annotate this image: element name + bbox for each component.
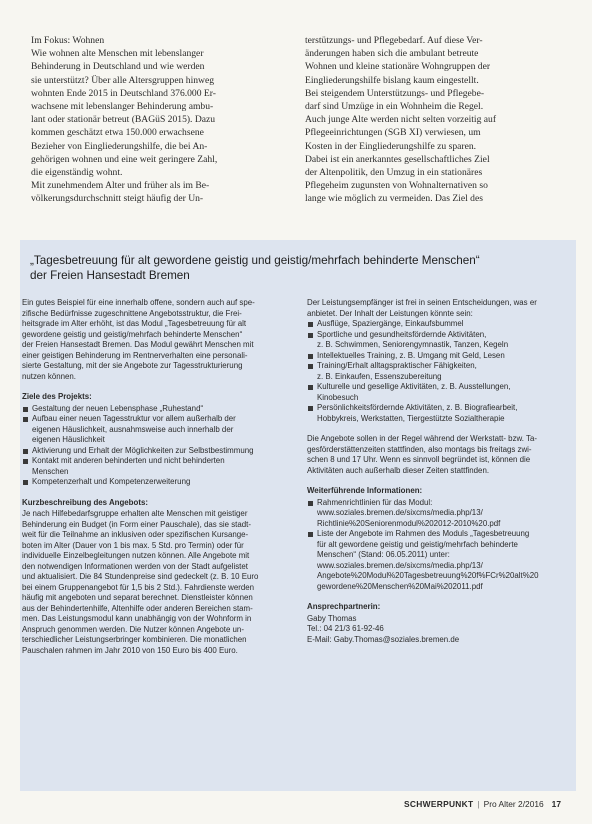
article-line: Dabei ist ein anerkanntes gesellschaftliches Ziel: [305, 153, 490, 165]
intro-paragraph: [22, 298, 284, 382]
text-line: Behinderung ein Budget (in Form einer Pauschale), das sie stadt-: [22, 519, 251, 529]
text-line: aus der Behindertenhilfe, Altenhilfe oder anderen Bereichen stam-: [22, 603, 253, 613]
box-title-line: der Freien Hansestadt Bremen: [30, 268, 190, 282]
description-section: [22, 498, 284, 657]
text-line: individuelle Einzelbegleitungen nutzen können. Alle Angebote mit: [22, 551, 250, 560]
goals-heading: Ziele des Projekts:: [22, 392, 92, 401]
article-line: Eingliederungshilfe bislang kaum eingestellt.: [305, 74, 479, 86]
article-line: Mit zunehmendem Alter und früher als im Be-: [31, 180, 210, 192]
article-line: wachsene mit lebenslanger Behinderung ambu-: [31, 101, 214, 113]
article-line: die eigenständig wohnt.: [31, 167, 123, 179]
article-line: änderungen haben sich die ambulant betreute: [305, 48, 479, 60]
list-item: Kompetenzerhalt und Kompetenzerweiterung: [22, 477, 284, 488]
list-item-continuation: eigenen Häuslichkeit, ausnahmsweise auch innerhalb der: [32, 424, 234, 434]
article-line: der Altenpolitik, den Umzug in ein stationäres: [305, 167, 483, 179]
article-line: Bei steigendem Unterstützungs- und Pflegebe-: [305, 87, 485, 99]
further-info-heading: Weiterführende Informationen:: [307, 486, 423, 495]
list-item-continuation: eigenen Häuslichkeit: [32, 435, 105, 444]
contact-details: [307, 614, 569, 646]
article-column-left: [31, 34, 279, 206]
box-column-left: [22, 298, 284, 666]
article-line: gehörigen wohnen und eine weit geringere Zahl,: [31, 153, 218, 165]
schedule-paragraph: [307, 434, 569, 476]
article-line: Pflegeeinrichtungen (SGB XI) verwiesen, um: [305, 127, 481, 139]
article-line: Wie wohnen alte Menschen mit lebenslanger: [31, 48, 204, 60]
text-line: Ein gutes Beispiel für eine innerhalb offene, sondern auch auf spe-: [22, 298, 255, 307]
text-line: gesförderstättenzeiten stattfinden, also montags bis freitags zwi-: [307, 444, 532, 454]
text-line: boten im Alter (Dauer von 1 bis max. 5 Std. pro Termin) oder für: [22, 540, 244, 550]
article-line: lant oder stationär betreut (BAGüS 2015). Dazu: [31, 114, 216, 126]
article-line: terstützungs- und Pflegebedarf. Auf diese Ver-: [305, 35, 483, 46]
text-line: Anspruch genommen werden. Die Nutzer können Angebote un-: [22, 624, 244, 634]
text-line: anbietet. Der Inhalt der Leistungen könnte sein:: [307, 308, 473, 318]
text-line: E-Mail: Gaby.Thomas@soziales.bremen.de: [307, 634, 460, 644]
list-item-continuation: für alt gewordene geistig und geistig/mehrfach behinderte: [317, 539, 518, 549]
list-item: Liste der Angebote im Rahmen des Moduls „Tagesbetreuung: [307, 529, 569, 540]
list-item: Kontakt mit anderen behinderten und nicht behinderten: [22, 456, 284, 467]
text-line: den notwendigen Informationen werden von der Stadt aufgelistet: [22, 561, 248, 571]
list-item: Sportliche und gesundheitsfördernde Aktivitäten,: [307, 330, 569, 341]
box-column-right: [307, 298, 569, 655]
text-line: bei einem Gruppenangebot für 1,5 bis 2 Std.). Fahrdienste werden: [22, 582, 255, 592]
list-item-continuation: Kinobesuch: [317, 392, 359, 402]
text-line: Gaby Thomas: [307, 613, 357, 623]
box-title: [30, 254, 560, 283]
article-line: Bezieher von Eingliederungshilfe, die bei An-: [31, 140, 208, 152]
further-info-list: [307, 498, 569, 593]
list-item-continuation: Hobbykreis, Werkstatten, Tiergestützte Sozialtherapie: [317, 413, 505, 423]
article-line: Im Fokus: Wohnen: [31, 35, 105, 46]
text-line: häufig mit angeboten und separat berechnet. Dienstleister können: [22, 593, 253, 602]
article-line: Behinderung in Deutschland und wie werden: [31, 61, 205, 73]
text-line: einer geistigen Behinderung im Rentnerverhalten eine personali-: [22, 350, 248, 360]
goals-list: [22, 404, 284, 488]
list-item-continuation: Menschen“ (Stand: 06.05.2011) unter:: [317, 550, 450, 559]
text-line: heitsgrade im Alter erhöht, ist das Modul „Tagesbetreuung für alt: [22, 319, 247, 328]
list-item: Aktivierung und Erhalt der Möglichkeiten zur Selbstbestimmung: [22, 446, 284, 457]
list-item: Kulturelle und gesellige Aktivitäten, z. B. Ausstellungen,: [307, 382, 569, 393]
text-line: zifische Bedürfnisse zugeschnittene Angebotsstruktur, die Frei-: [22, 308, 242, 318]
text-line: der Freien Hansestadt Bremen. Das Modul gewährt Menschen mit: [22, 340, 254, 349]
article-line: kommen geschätzt etwa 150.000 erwachsene: [31, 127, 204, 139]
article-line: wohnten Ende 2015 in Deutschland 376.000 Er-: [31, 87, 216, 99]
magazine-issue: Pro Alter 2/2016: [483, 799, 544, 809]
text-line: Der Leistungsempfänger ist frei in seinen Entscheidungen, was er: [307, 298, 537, 307]
list-item-continuation: z. B. Einkaufen, Essenszubereitung: [317, 371, 442, 381]
list-item-continuation: Richtlinie%20Seniorenmodul%202012-2010%20.pdf: [317, 518, 501, 528]
text-line: Je nach Hilfebedarfsgruppe erhalten alte Menschen mit geistiger: [22, 509, 248, 518]
further-info-section: [307, 486, 569, 592]
text-line: weit für die Teilnahme an inklusiven oder spezifischen Kursange-: [22, 530, 249, 539]
list-item-continuation: Menschen: [32, 466, 69, 476]
list-item-continuation: z. B. Schwimmen, Seniorengymnastik, Tanzen, Kegeln: [317, 340, 509, 349]
text-line: sierte Gestaltung, mit der sie Angebote zur Tagesstrukturierung: [22, 361, 243, 370]
description-paragraph: [22, 509, 284, 656]
article-line: Auch junge Alte werden nicht selten vorzeitig auf: [305, 114, 497, 126]
text-line: nutzen können.: [22, 371, 76, 381]
text-line: und aktualisiert. Die 84 Stundenpreise sind gedeckelt (z. B. 10 Euro: [22, 572, 259, 581]
article-line: darf sind Umzüge in ein Wohnheim die Regel.: [305, 101, 484, 113]
list-item-continuation: gewordene%20Menschen%20Mai%202011.pdf: [317, 581, 483, 591]
list-item: Ausflüge, Spaziergänge, Einkaufsbummel: [307, 319, 569, 330]
services-list: [307, 319, 569, 424]
page-number: 17: [551, 799, 561, 809]
text-line: schen 8 und 17 Uhr. Wenn es sinnvoll begründet ist, können die: [307, 455, 531, 464]
footer-separator: |: [477, 799, 480, 809]
text-line: Tel.: 04 21/3 61-92-46: [307, 624, 384, 633]
text-line: Pauschalen rahmen im Jahr 2010 von 150 Euro bis 400 Euro.: [22, 645, 238, 655]
goals-section: [22, 392, 284, 488]
services-section: [307, 298, 569, 424]
article-line: lange wie möglich zu vermeiden. Das Ziel des: [305, 193, 483, 205]
text-line: Die Angebote sollen in der Regel während der Werkstatt- bzw. Ta-: [307, 434, 537, 443]
article-line: Kosten in der Eingliederungshilfe zu sparen.: [305, 140, 477, 152]
description-heading: Kurzbeschreibung des Angebots:: [22, 497, 148, 507]
list-item-continuation: Angebote%20Modul%20Tagesbetreuung%20f%FCr%20alt%20: [317, 571, 539, 580]
list-item: Rahmenrichtlinien für das Modul:: [307, 498, 569, 509]
services-intro: [307, 298, 569, 319]
text-line: terschiedlicher Leistungserbringer kombinieren. Die monatlichen: [22, 635, 247, 644]
info-box: [20, 240, 576, 791]
article-line: Pflegeheim zugunsten von Wohnalternativen so: [305, 180, 488, 192]
article-line: völkerungsdurchschnitt steigt häufig der Un-: [31, 193, 204, 205]
list-item-continuation: www.soziales.bremen.de/sixcms/media.php/13/: [317, 560, 483, 570]
list-item: Aufbau einer neuen Tagesstruktur vor allem außerhalb der: [22, 414, 284, 425]
article-line: sie unterstützt? Über alle Altersgruppen hinweg: [31, 74, 215, 86]
contact-heading: Ansprechpartnerin:: [307, 602, 381, 611]
list-item: Gestaltung der neuen Lebensphase „Ruhestand“: [22, 404, 284, 415]
text-line: gewordene geistig und geistig/mehrfach behinderte Menschen“: [22, 329, 243, 339]
box-title-line: „Tagesbetreuung für alt gewordene geistig und geistig/mehrfach behinderte Menschen“: [30, 254, 480, 267]
list-item: Intellektuelles Training, z. B. Umgang mit Geld, Lesen: [307, 351, 569, 362]
text-line: Aktivitäten auch außerhalb dieser Zeiten stattfinden.: [307, 465, 490, 475]
page-footer: [404, 799, 561, 810]
list-item-continuation: www.soziales.bremen.de/sixcms/media.php/13/: [317, 508, 483, 517]
article-column-right: [305, 34, 553, 206]
text-line: men. Das Leistungsmodul kann unabhängig von der Wohnform in: [22, 614, 252, 623]
article-line: Wohnen und kleine stationäre Wohngruppen der: [305, 61, 491, 73]
list-item: Training/Erhalt alltagspraktischer Fähigkeiten,: [307, 361, 569, 372]
section-label: SCHWERPUNKT: [404, 799, 474, 809]
list-item: Persönlichkeitsfördernde Aktivitäten, z. B. Biografiearbeit,: [307, 403, 569, 414]
article-text: [31, 34, 571, 239]
contact-section: [307, 602, 569, 645]
